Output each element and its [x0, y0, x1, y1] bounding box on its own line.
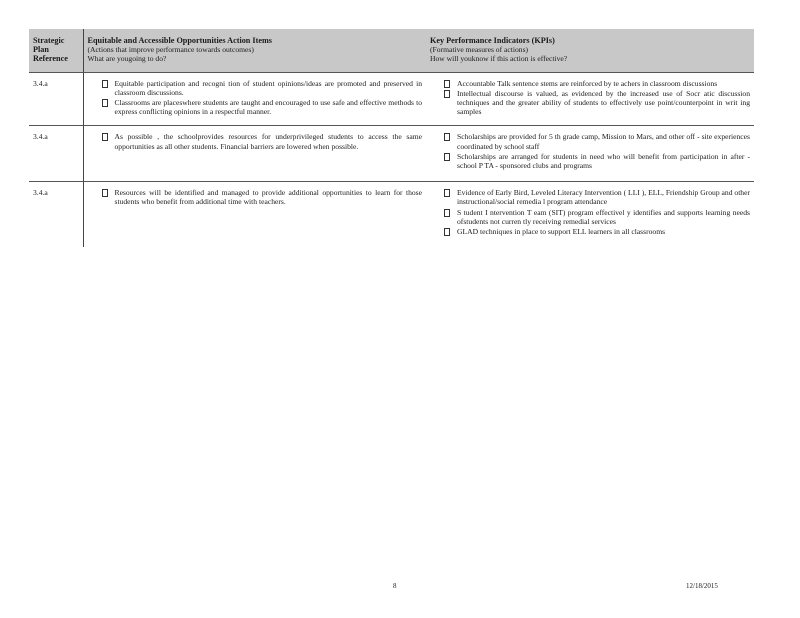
checkbox-icon [444, 209, 450, 217]
table-header-row [29, 29, 754, 72]
header-actions-title: Equitable and Accessible Opportunities Action Items [87, 36, 272, 45]
table-row [29, 72, 754, 126]
checkbox-icon [102, 80, 108, 88]
checkbox-icon [444, 80, 450, 88]
kpi-item: Evidence of Early Bird, Leveled Literacy Intervention ( LLI ), ELL, Friendship Group and other instructional/social remedia l program attendance [444, 188, 750, 206]
row-actions [83, 72, 426, 126]
strategic-plan-table [29, 29, 754, 247]
header-kpis-subtitle: (Formative measures of actions) [430, 45, 529, 55]
row-reference: 3.4.a [29, 182, 83, 248]
header-kpis-question: How will youknow if this action is effective? [430, 54, 568, 64]
action-item: Resources will be identified and managed to provide additional opportunities to learn for those students who benefit from additional time with teachers. [102, 188, 423, 206]
action-item: As possible , the schoolprovides resources for underprivileged students to access the same opportunities as all other students. Financial barriers are lowered when possible. [102, 132, 423, 150]
kpi-item: Scholarships are arranged for students in need who will benefit from participation in after - school P TA - sponsored clubs and programs [444, 152, 750, 170]
page-number: 8 [393, 582, 397, 590]
action-item: Classrooms are placeswhere students are taught and encouraged to use safe and effective methods to express conflicting opinions in a respectful manner. [102, 98, 423, 116]
row-kpis [426, 72, 754, 126]
checkbox-icon [102, 99, 108, 107]
header-reference: Strategic Plan Reference [29, 29, 83, 72]
header-actions-subtitle: (Actions that improve performance towards outcomes) [87, 45, 254, 55]
checkbox-icon [444, 90, 450, 98]
kpi-item: Scholarships are provided for 5 th grade camp, Mission to Mars, and other off - site experiences coordinated by school staff [444, 132, 750, 150]
checkbox-icon [444, 133, 450, 141]
checkbox-icon [444, 189, 450, 197]
row-actions [83, 182, 426, 248]
checkbox-icon [102, 189, 108, 197]
checkbox-icon [102, 133, 108, 141]
checkbox-icon [444, 153, 450, 161]
checkbox-icon [444, 228, 450, 236]
header-kpis-title: Key Performance Indicators (KPIs) [430, 36, 555, 45]
row-kpis [426, 126, 754, 182]
footer-date: 12/18/2015 [686, 582, 718, 590]
table-row [29, 182, 754, 248]
row-reference: 3.4.a [29, 126, 83, 182]
row-reference: 3.4.a [29, 72, 83, 126]
kpi-item: GLAD techniques in place to support ELL learners in all classrooms [444, 227, 750, 236]
header-actions [83, 29, 426, 72]
row-actions [83, 126, 426, 182]
header-actions-question: What are yougoing to do? [87, 54, 167, 64]
kpi-item: S tudent I ntervention T eam (SIT) program effectivel y identifies and supports learning needs ofstudents not curren tly receiving remedial services [444, 208, 750, 226]
action-item: Equitable participation and recogni tion of student opinions/ideas are promoted and preserved in classroom discussions. [102, 79, 423, 97]
kpi-item: Intellectual discourse is valued, as evidenced by the increased use of Socr atic discussion techniques and the greater ability of students to effectively use point/counterpoint in writ ing samples [444, 89, 750, 117]
table-row [29, 126, 754, 182]
row-kpis [426, 182, 754, 248]
header-kpis [426, 29, 754, 72]
kpi-item: Accountable Talk sentence stems are reinforced by te achers in classroom discussions [444, 79, 750, 88]
